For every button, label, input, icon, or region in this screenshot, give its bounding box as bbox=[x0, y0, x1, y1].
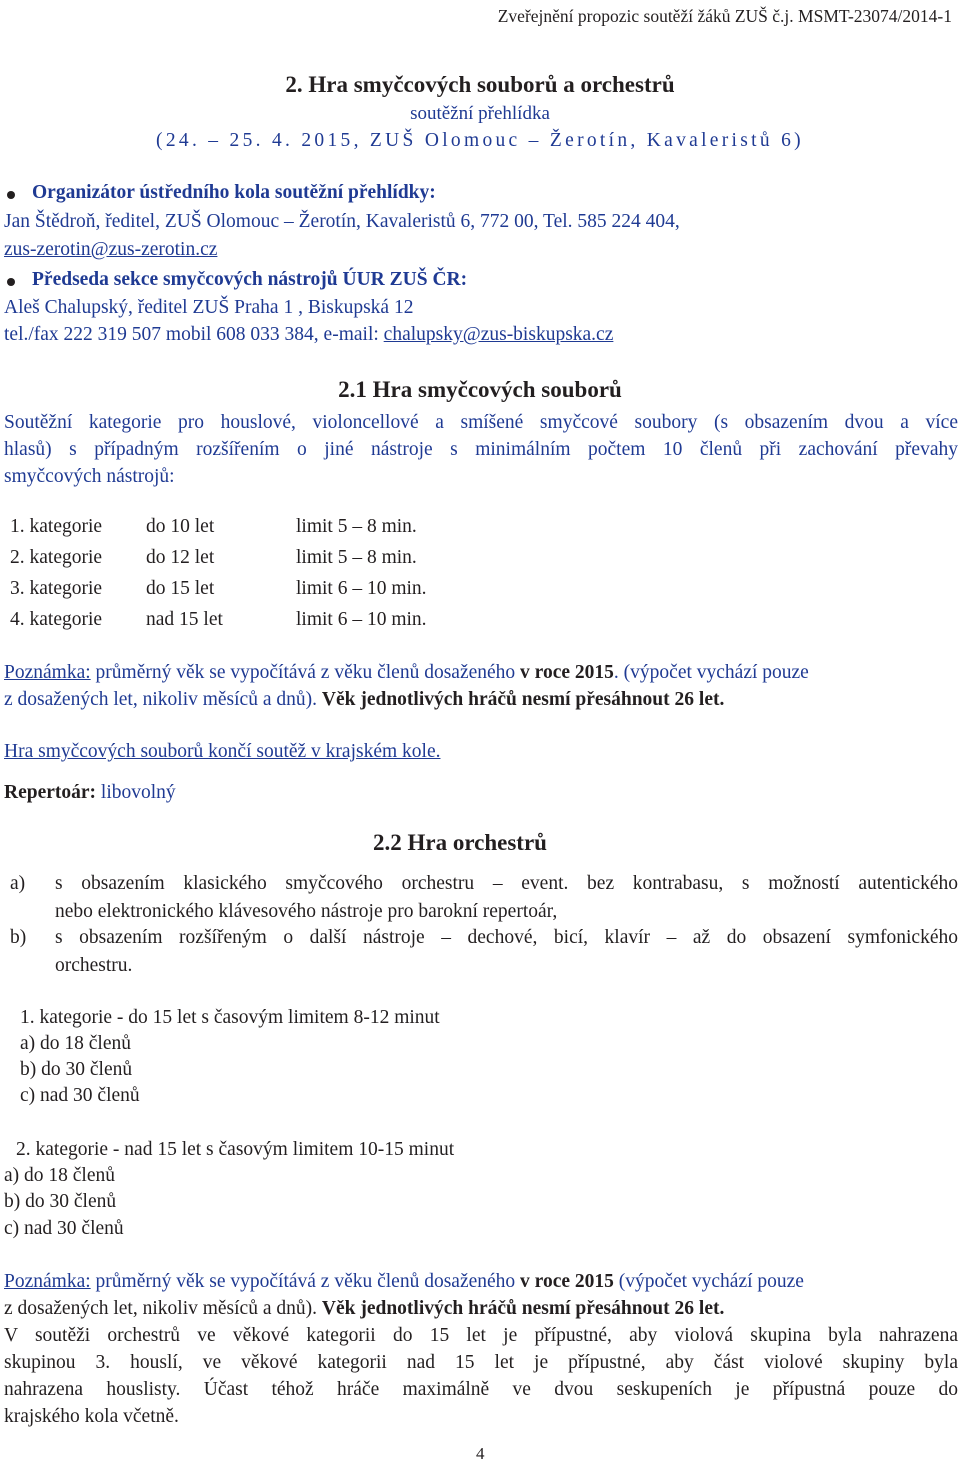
note-age-limit: Věk jednotlivých hráčů nesmí přesáhnout 26 let. bbox=[321, 1298, 725, 1319]
orchestra-option-b-continued: orchestru. bbox=[55, 955, 133, 976]
note-text: (výpočet vychází pouze bbox=[613, 1271, 804, 1292]
orchestra-category-1-option: c) nad 30 členů bbox=[20, 1085, 140, 1106]
category-name: 1. kategorie bbox=[10, 516, 103, 537]
section-subtitle: soutěžní přehlídka bbox=[410, 103, 550, 124]
category-limit: limit 5 – 8 min. bbox=[296, 547, 417, 568]
category-age: do 12 let bbox=[146, 547, 215, 568]
note-year: v roce 2015 bbox=[520, 1271, 614, 1292]
category-name: 4. kategorie bbox=[10, 609, 103, 630]
viola-substitution-paragraph: skupinou 3. houslí, ve věkové kategorii nad 15 let je přípustné, aby část violové skupiny byla bbox=[4, 1352, 958, 1373]
category-age: nad 15 let bbox=[146, 609, 223, 630]
age-note-continued bbox=[4, 689, 724, 711]
category-limit: limit 5 – 8 min. bbox=[296, 516, 417, 537]
note-text: . (výpočet vychází pouze bbox=[613, 662, 809, 683]
bullet-icon bbox=[7, 278, 15, 286]
list-item-letter: b) bbox=[10, 927, 27, 948]
viola-substitution-paragraph-end: krajského kola včetně. bbox=[4, 1406, 179, 1427]
repertoire-label: Repertoár: bbox=[4, 782, 97, 803]
page-number: 4 bbox=[476, 1444, 485, 1463]
age-note-orchestra-continued bbox=[4, 1298, 724, 1320]
bullet-icon bbox=[7, 191, 15, 199]
orchestra-category-1-option: a) do 18 členů bbox=[20, 1033, 132, 1054]
orchestra-option-a: s obsazením klasického smyčcového orchestru – event. bez kontrabasu, s možností autentického bbox=[55, 873, 958, 894]
orchestra-category-2-option: a) do 18 členů bbox=[4, 1165, 116, 1186]
list-item-letter: a) bbox=[10, 873, 26, 894]
repertoire-value: libovolný bbox=[96, 782, 176, 803]
section-title: 2. Hra smyčcových souborů a orchestrů bbox=[285, 72, 675, 97]
event-date-location: (24. – 25. 4. 2015, ZUŠ Olomouc – Žerotín, Kavaleristů 6) bbox=[156, 130, 804, 151]
orchestra-category-2-option: c) nad 30 členů bbox=[4, 1218, 124, 1239]
chair-heading: Předseda sekce smyčcových nástrojů ÚUR ZUŠ ČR: bbox=[32, 269, 468, 290]
note-text: z dosažených let, nikoliv měsíců a dnů). bbox=[4, 1298, 322, 1319]
orchestra-option-a-continued: nebo elektronického klávesového nástroje pro barokní repertoár, bbox=[55, 901, 558, 922]
organizer-email-link[interactable]: zus-zerotin@zus-zerotin.cz bbox=[4, 239, 218, 260]
note-text: z dosažených let, nikoliv měsíců a dnů). bbox=[4, 689, 322, 710]
running-header: Zveřejnění propozic soutěží žáků ZUŠ č.j. MSMT-23074/2014-1 bbox=[497, 6, 952, 26]
note-text: průměrný věk se vypočítává z věku členů dosaženého bbox=[90, 662, 521, 683]
intro-line: smyčcových nástrojů: bbox=[4, 466, 175, 487]
section-2-2-heading: 2.2 Hra orchestrů bbox=[373, 830, 547, 855]
category-name: 3. kategorie bbox=[10, 578, 103, 599]
chair-email-link[interactable]: chalupsky@zus-biskupska.cz bbox=[383, 324, 614, 345]
organizer-contact: Jan Štědroň, ředitel, ZUŠ Olomouc – Žerotín, Kavaleristů 6, 772 00, Tel. 585 224 404, bbox=[4, 211, 680, 232]
orchestra-category-2-option: b) do 30 členů bbox=[4, 1191, 117, 1212]
intro-line: Soutěžní kategorie pro houslové, violoncellové a smíšené smyčcové soubory (s obsazením dvou a více bbox=[4, 412, 958, 433]
note-text: průměrný věk se vypočítává z věku členů dosaženého bbox=[90, 1271, 521, 1292]
organizer-heading: Organizátor ústředního kola soutěžní přehlídky: bbox=[32, 182, 436, 203]
age-note-orchestra bbox=[4, 1271, 804, 1293]
category-age: do 10 let bbox=[146, 516, 215, 537]
viola-substitution-paragraph: V soutěži orchestrů ve věkové kategorii do 15 let je přípustné, aby violová skupina byla nahrazena bbox=[4, 1325, 958, 1346]
age-note bbox=[4, 662, 809, 684]
chair-address: Aleš Chalupský, ředitel ZUŠ Praha 1 , Biskupská 12 bbox=[4, 297, 414, 318]
note-label: Poznámka: bbox=[4, 662, 91, 683]
note-label: Poznámka: bbox=[4, 1271, 91, 1292]
category-name: 2. kategorie bbox=[10, 547, 103, 568]
regional-round-note: Hra smyčcových souborů končí soutěž v krajském kole. bbox=[4, 741, 441, 762]
note-year: v roce 2015 bbox=[520, 662, 614, 683]
chair-phone: tel./fax 222 319 507 mobil 608 033 384, e-mail: bbox=[4, 324, 384, 345]
category-limit: limit 6 – 10 min. bbox=[296, 609, 427, 630]
orchestra-category-1-option: b) do 30 členů bbox=[20, 1059, 133, 1080]
category-age: do 15 let bbox=[146, 578, 215, 599]
orchestra-category-2: 2. kategorie - nad 15 let s časovým limitem 10-15 minut bbox=[16, 1139, 455, 1160]
orchestra-category-1: 1. kategorie - do 15 let s časovým limitem 8-12 minut bbox=[20, 1007, 440, 1028]
section-2-1-heading: 2.1 Hra smyčcových souborů bbox=[338, 377, 622, 402]
intro-line: hlasů) s případným rozšířením o jiné nástroje s minimálním počtem 10 členů při zachování převahy bbox=[4, 439, 958, 460]
chair-contact bbox=[4, 324, 613, 346]
viola-substitution-paragraph: nahrazena houslisty. Účast téhož hráče maximálně ve dvou seskupeních je přípustná pouze do bbox=[4, 1379, 958, 1400]
category-limit: limit 6 – 10 min. bbox=[296, 578, 427, 599]
orchestra-option-b: s obsazením rozšířeným o další nástroje – dechové, bicí, klavír – až do obsazení symfonického bbox=[55, 927, 958, 948]
repertoire bbox=[4, 782, 176, 804]
note-age-limit: Věk jednotlivých hráčů nesmí přesáhnout 26 let. bbox=[321, 689, 725, 710]
